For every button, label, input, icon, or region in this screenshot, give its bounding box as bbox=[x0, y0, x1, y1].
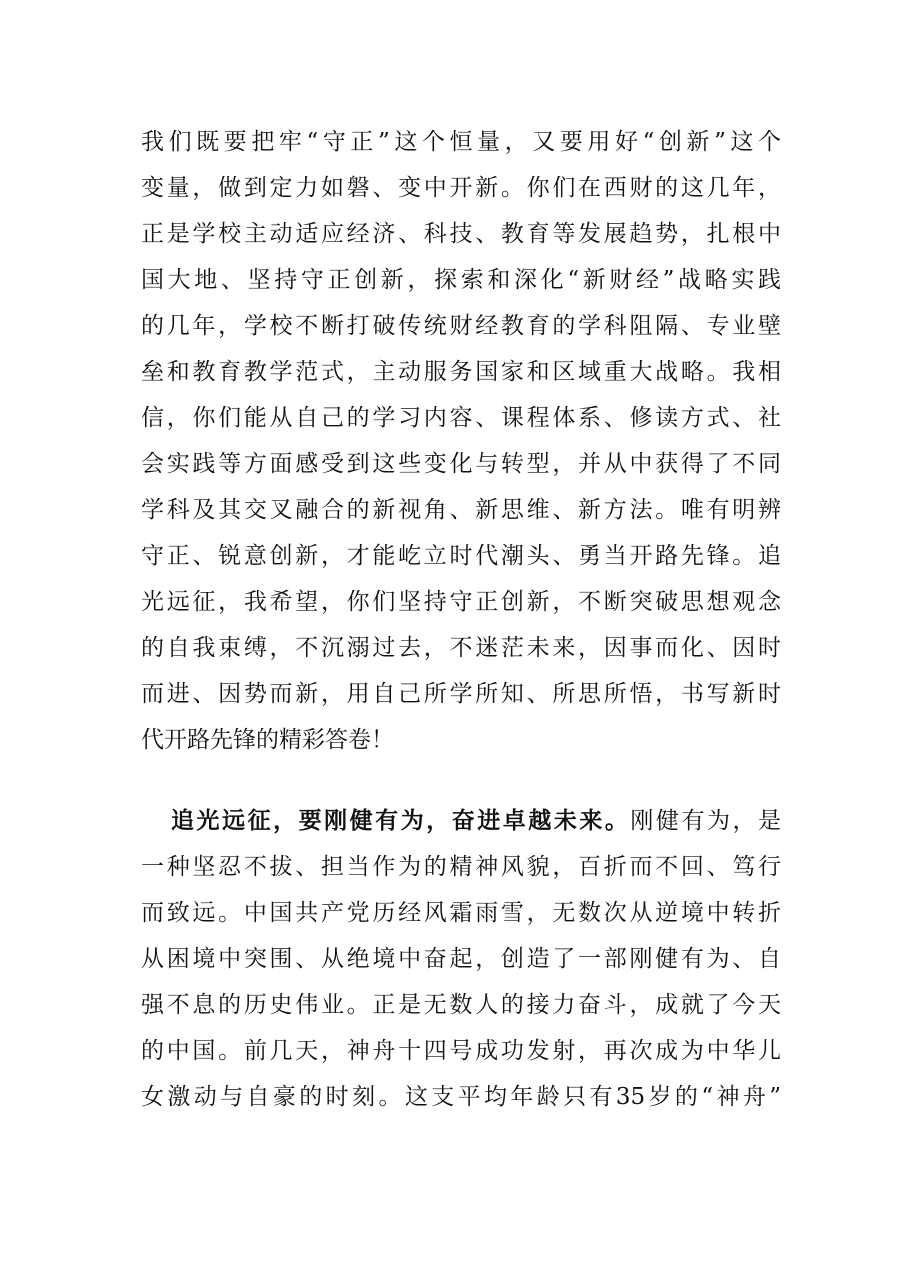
paragraph-line: 的中国。前几天，神舟十四号成功发射，再次成为中华儿 bbox=[141, 1038, 781, 1064]
paragraph-line: 变量，做到定力如磐、变中开新。你们在西财的这几年， bbox=[141, 175, 781, 201]
paragraph-striving bbox=[141, 798, 781, 1120]
paragraph-line: 垒和教育教学范式，主动服务国家和区域重大战略。我相 bbox=[141, 359, 781, 385]
paragraph-first-line bbox=[141, 798, 781, 844]
paragraph-line: 一种坚忍不拔、担当作为的精神风貌，百折而不回、笃行 bbox=[141, 854, 781, 880]
paragraph-line: 光远征，我希望，你们坚持守正创新，不断突破思想观念 bbox=[141, 589, 781, 615]
paragraph-line: 代开路先锋的精彩答卷！ bbox=[141, 727, 394, 753]
paragraph-line: 会实践等方面感受到这些变化与转型，并从中获得了不同 bbox=[141, 451, 781, 477]
paragraph-line: 信，你们能从自己的学习内容、课程体系、修读方式、社 bbox=[141, 405, 781, 431]
paragraph-line: 我们既要把牢“守正”这个恒量，又要用好“创新”这个 bbox=[141, 129, 781, 155]
paragraph-line: 的自我束缚，不沉溺过去，不迷茫未来，因事而化、因时 bbox=[141, 635, 781, 661]
paragraph-line: 学科及其交叉融合的新视角、新思维、新方法。唯有明辨 bbox=[141, 497, 781, 523]
paragraph-innovation bbox=[141, 119, 781, 763]
paragraph-line-rest: 刚健有为，是 bbox=[630, 808, 781, 834]
paragraph-line: 守正、锐意创新，才能屹立时代潮头、勇当开路先锋。追 bbox=[141, 543, 781, 569]
paragraph-heading: 追光远征，要刚健有为，奋进卓越未来。 bbox=[171, 807, 631, 834]
paragraph-line: 从困境中突围、从绝境中奋起，创造了一部刚健有为、自 bbox=[141, 946, 781, 972]
paragraph-line: 而进、因势而新，用自己所学所知、所思所悟，书写新时 bbox=[141, 681, 781, 707]
paragraph-line: 女激动与自豪的时刻。这支平均年龄只有35岁的“神舟” bbox=[141, 1084, 781, 1110]
paragraph-line: 国大地、坚持守正创新，探索和深化“新财经”战略实践 bbox=[141, 267, 781, 293]
paragraph-line: 强不息的历史伟业。正是无数人的接力奋斗，成就了今天 bbox=[141, 992, 781, 1018]
paragraph-line: 而致远。中国共产党历经风霜雨雪，无数次从逆境中转折 bbox=[141, 900, 781, 926]
paragraph-line: 正是学校主动适应经济、科技、教育等发展趋势，扎根中 bbox=[141, 221, 781, 247]
paragraph-line: 的几年，学校不断打破传统财经教育的学科阻隔、专业壁 bbox=[141, 313, 781, 339]
